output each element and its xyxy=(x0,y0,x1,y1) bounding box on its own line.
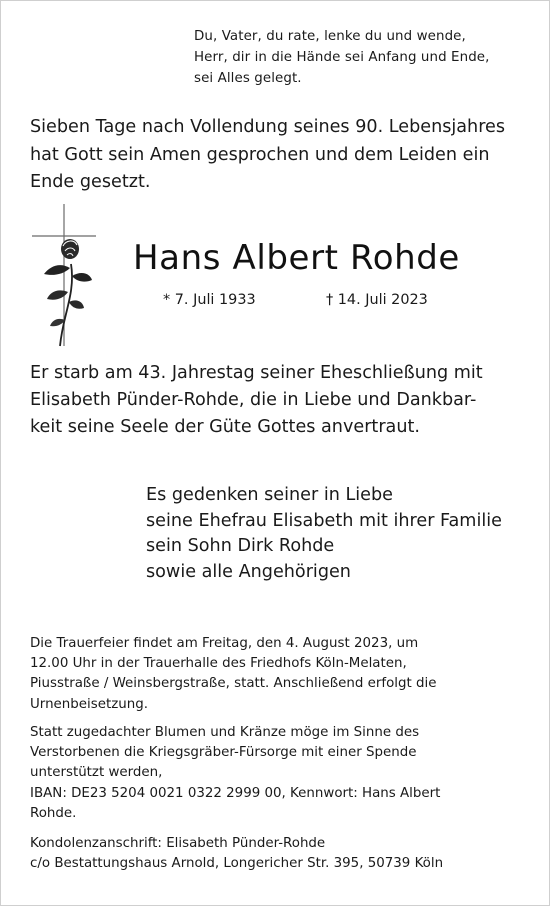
donation-line: Rohde. xyxy=(30,805,77,821)
cross-with-rose-icon xyxy=(30,202,98,348)
verse-line: sei Alles gelegt. xyxy=(194,71,302,86)
deceased-name: Hans Albert Rohde xyxy=(133,238,460,278)
funeral-info xyxy=(30,634,540,715)
condolence-line: c/o Bestattungshaus Arnold, Longericher Str. 395, 50739 Köln xyxy=(30,856,444,872)
birth-date: * 7. Juli 1933 xyxy=(163,292,256,308)
intro-line: hat Gott sein Amen gesprochen und dem Leiden ein xyxy=(30,144,490,165)
donation-info xyxy=(30,723,540,824)
mourner-line: seine Ehefrau Elisabeth mit ihrer Familie xyxy=(146,510,502,531)
funeral-line: Urnenbeisetzung. xyxy=(30,696,148,712)
mourner-line: sowie alle Angehörigen xyxy=(146,561,351,582)
verse-line: Herr, dir in die Hände sei Anfang und Ende, xyxy=(194,50,490,65)
verse xyxy=(194,26,539,89)
marriage-line: Er starb am 43. Jahrestag seiner Eheschließung mit xyxy=(30,363,483,383)
donation-line: unterstützt werden, xyxy=(30,765,163,781)
condolence-address xyxy=(30,834,540,874)
verse-line: Du, Vater, du rate, lenke du und wende, xyxy=(194,29,466,44)
funeral-line: 12.00 Uhr in der Trauerhalle des Friedhofs Köln-Melaten, xyxy=(30,656,407,672)
funeral-line: Die Trauerfeier findet am Freitag, den 4. August 2023, um xyxy=(30,636,419,651)
marriage-line: keit seine Seele der Güte Gottes anvertraut. xyxy=(30,417,420,437)
intro-line: Sieben Tage nach Vollendung seines 90. Lebensjahres xyxy=(30,117,506,137)
mourner-line: sein Sohn Dirk Rohde xyxy=(146,536,335,556)
donation-line: Verstorbenen die Kriegsgräber-Fürsorge mit einer Spende xyxy=(30,745,417,761)
mourner-line: Es gedenken seiner in Liebe xyxy=(146,485,393,505)
donation-line: IBAN: DE23 5204 0021 0322 2999 00, Kennwort: Hans Albert xyxy=(30,785,441,801)
mourners-list xyxy=(146,483,546,585)
donation-line: Statt zugedachter Blumen und Kränze möge im Sinne des xyxy=(30,725,420,740)
marriage-line: Elisabeth Pünder-Rohde, die in Liebe und Dankbar- xyxy=(30,390,477,410)
funeral-line: Piusstraße / Weinsbergstraße, statt. Anschließend erfolgt die xyxy=(30,676,437,692)
death-date: † 14. Juli 2023 xyxy=(326,292,428,308)
condolence-line: Kondolenzanschrift: Elisabeth Pünder-Rohde xyxy=(30,836,326,851)
marriage-text xyxy=(30,360,540,441)
intro-text xyxy=(30,114,540,197)
intro-line: Ende gesetzt. xyxy=(30,172,151,192)
